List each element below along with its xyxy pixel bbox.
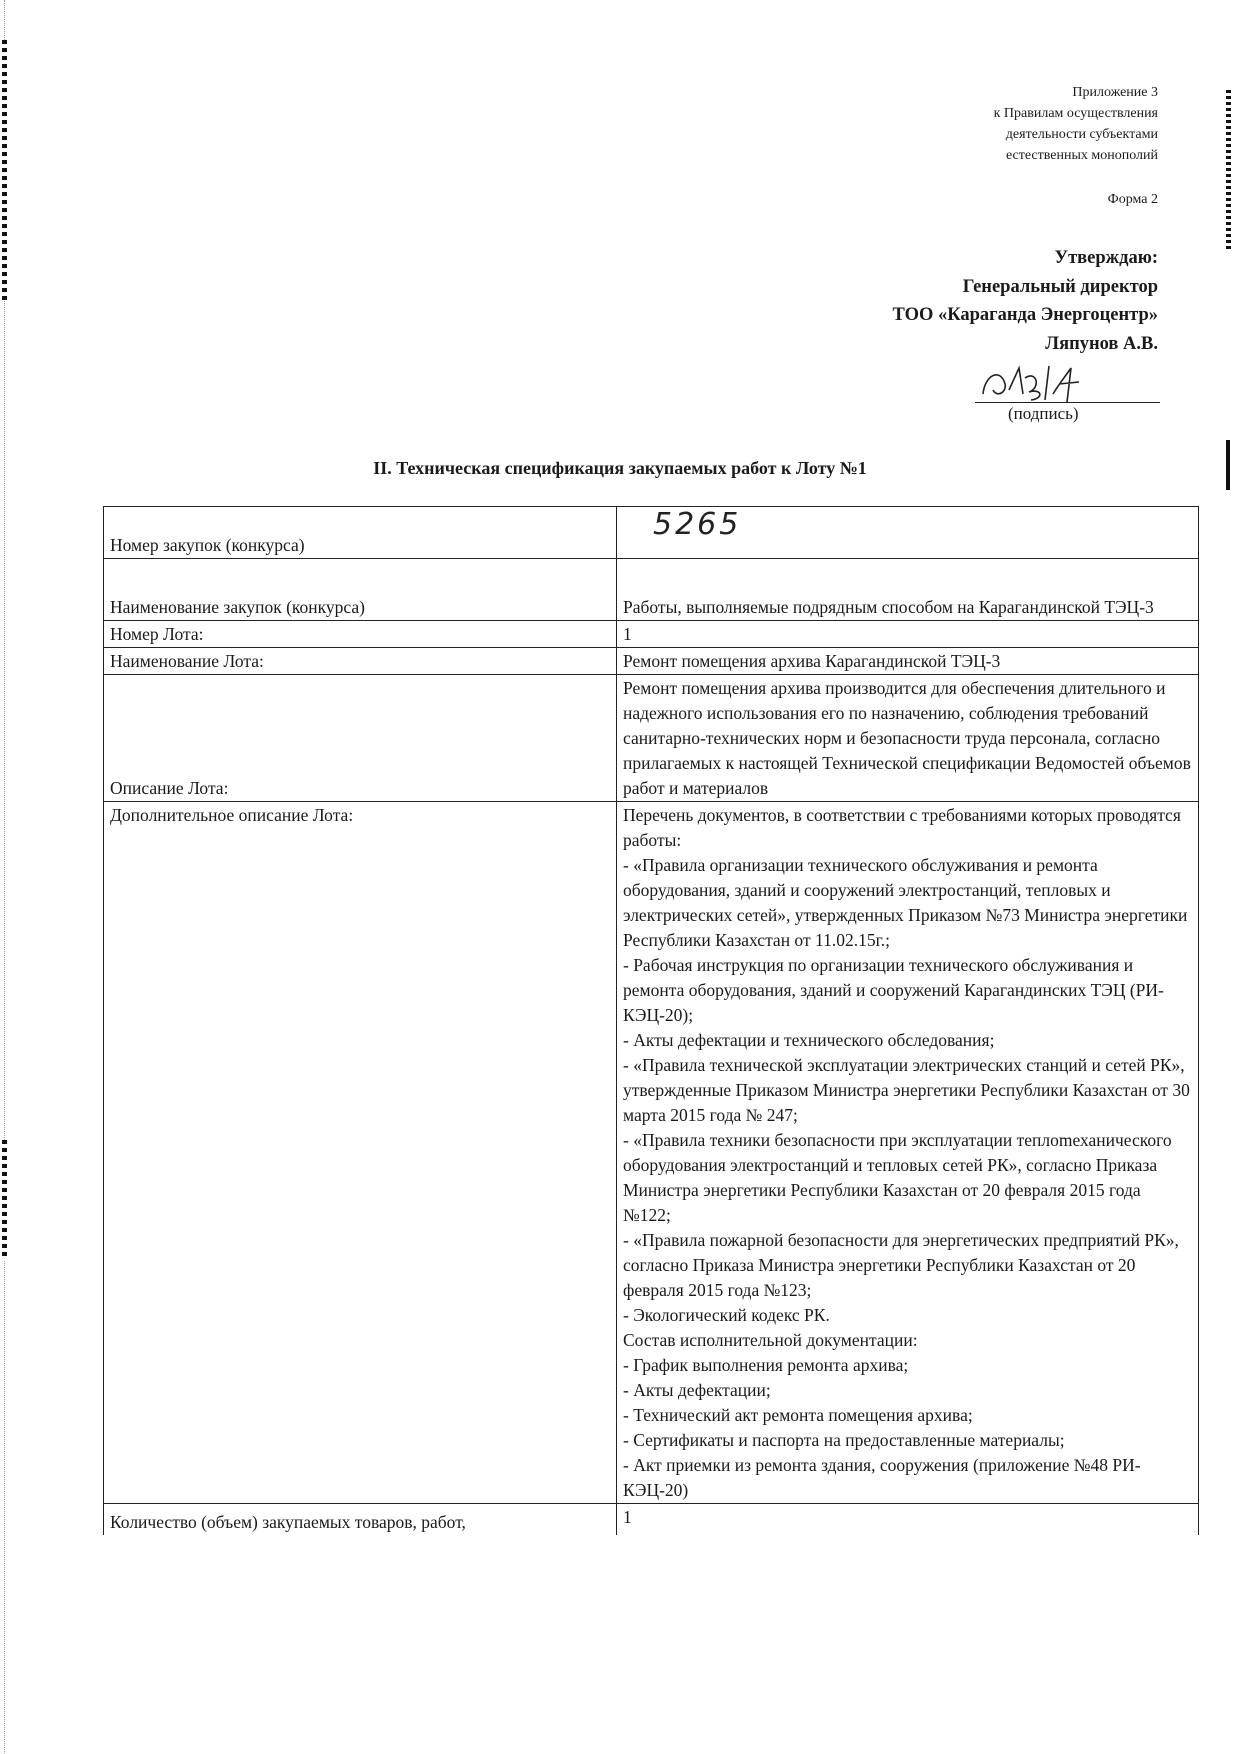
list-item: - Акты дефектации и технического обследования; bbox=[623, 1030, 995, 1050]
approval-position: Генеральный директор bbox=[962, 276, 1158, 297]
list-item: Перечень документов, в соответствии с требованиями которых проводятся работы: bbox=[623, 805, 1181, 850]
approval-title: Утверждаю: bbox=[1054, 248, 1158, 268]
purchase-name-value: Работы, выполняемые подрядным способом на Карагандинской ТЭЦ-3 bbox=[617, 559, 1199, 621]
lot-description-value: Ремонт помещения архива производится для обеспечения длительного и надежного использования его по назначению, соблюдения требований санитарно-технических норм и безопасности труда персонала, согласно прилагаемых к настоящей Технической спецификации Ведомостей объемов работ и материалов bbox=[617, 675, 1199, 802]
handwritten-signature bbox=[975, 354, 1115, 406]
document-title: II. Техническая спецификация закупаемых работ к Лоту №1 bbox=[373, 458, 867, 478]
table-row bbox=[104, 802, 1199, 1504]
form-number: Форма 2 bbox=[1107, 192, 1158, 207]
list-item: - Рабочая инструкция по организации технического обслуживания и ремонта оборудования, зданий и сооружений Карагандинских ТЭЦ (РИ-КЭЦ-20); bbox=[623, 955, 1164, 1025]
table-row bbox=[104, 648, 1199, 675]
additional-description-label: Дополнительное описание Лота: bbox=[104, 802, 617, 1504]
list-item: - «Правила организации технического обслуживания и ремонта оборудования, зданий и сооружений электростанций, тепловых и электрических сетей», утвержденных Приказом №73 Министра энергетики Республики Казахстан от 11.02.15г.; bbox=[623, 855, 1188, 950]
list-item: - Экологический кодекс РК. bbox=[623, 1305, 830, 1325]
table-row bbox=[104, 1504, 1199, 1536]
list-item: - Акты дефектации; bbox=[623, 1380, 771, 1400]
approval-block bbox=[892, 244, 1158, 358]
list-item: - «Правила пожарной безопасности для энергетических предприятий РК», согласно Приказа Министра энергетики Республики Казахстан от 20 февраля 2015 года №123; bbox=[623, 1230, 1179, 1300]
list-item: - Технический акт ремонта помещения архива; bbox=[623, 1405, 973, 1425]
list-item: - Сертификаты и паспорта на предоставленные материалы; bbox=[623, 1430, 1065, 1450]
lot-number-value: 1 bbox=[617, 621, 1199, 648]
table-row bbox=[104, 675, 1199, 802]
appendix-line: Приложение 3 bbox=[1072, 85, 1158, 100]
scan-mark bbox=[2, 1140, 7, 1260]
list-item: - График выполнения ремонта архива; bbox=[623, 1355, 909, 1375]
appendix-line: естественных монополий bbox=[1005, 148, 1158, 163]
list-item: - Акт приемки из ремонта здания, сооружения (приложение №48 РИ-КЭЦ-20) bbox=[623, 1455, 1141, 1500]
table-row bbox=[104, 507, 1199, 559]
appendix-line: к Правилам осуществления bbox=[993, 106, 1158, 121]
appendix-line: деятельности субъектами bbox=[1005, 127, 1158, 142]
signature-line bbox=[975, 362, 1160, 403]
purchase-name-label: Наименование закупок (конкурса) bbox=[104, 559, 617, 621]
handwritten-purchase-number: 5265 bbox=[653, 507, 742, 542]
quantity-value: 1 bbox=[617, 1504, 1199, 1536]
table-row bbox=[104, 559, 1199, 621]
list-item: Состав исполнительной документации: bbox=[623, 1330, 918, 1350]
specification-table bbox=[103, 506, 1199, 1535]
list-item: - «Правила технической эксплуатации электрических станций и сетей РК», утвержденные Приказом Министра энергетики Республики Казахстан от 30 марта 2015 года № 247; bbox=[623, 1055, 1190, 1125]
lot-name-label: Наименование Лота: bbox=[104, 648, 617, 675]
lot-name-value: Ремонт помещения архива Карагандинской ТЭЦ-3 bbox=[617, 648, 1199, 675]
additional-description-value bbox=[617, 802, 1199, 1504]
purchase-number-value bbox=[617, 507, 1199, 559]
lot-number-label: Номер Лота: bbox=[104, 621, 617, 648]
quantity-label: Количество (объем) закупаемых товаров, работ, bbox=[104, 1504, 617, 1536]
appendix-reference bbox=[994, 82, 1158, 166]
lot-description-label: Описание Лота: bbox=[104, 675, 617, 802]
table-row bbox=[104, 621, 1199, 648]
approval-name: Ляпунов А.В. bbox=[1045, 333, 1158, 354]
scan-mark bbox=[1226, 90, 1231, 250]
approval-company: ТОО «Караганда Энергоцентр» bbox=[892, 305, 1158, 325]
signature-caption: (подпись) bbox=[1008, 404, 1079, 423]
purchase-number-label: Номер закупок (конкурса) bbox=[104, 507, 617, 559]
scan-mark bbox=[2, 40, 7, 300]
list-item: - «Правила техники безопасности при эксплуатации теплomеханического оборудования электростанций и тепловых сетей РК», согласно Приказа Министра энергетики Республики Казахстан от 20 февраля 2015 года №122; bbox=[623, 1130, 1172, 1225]
